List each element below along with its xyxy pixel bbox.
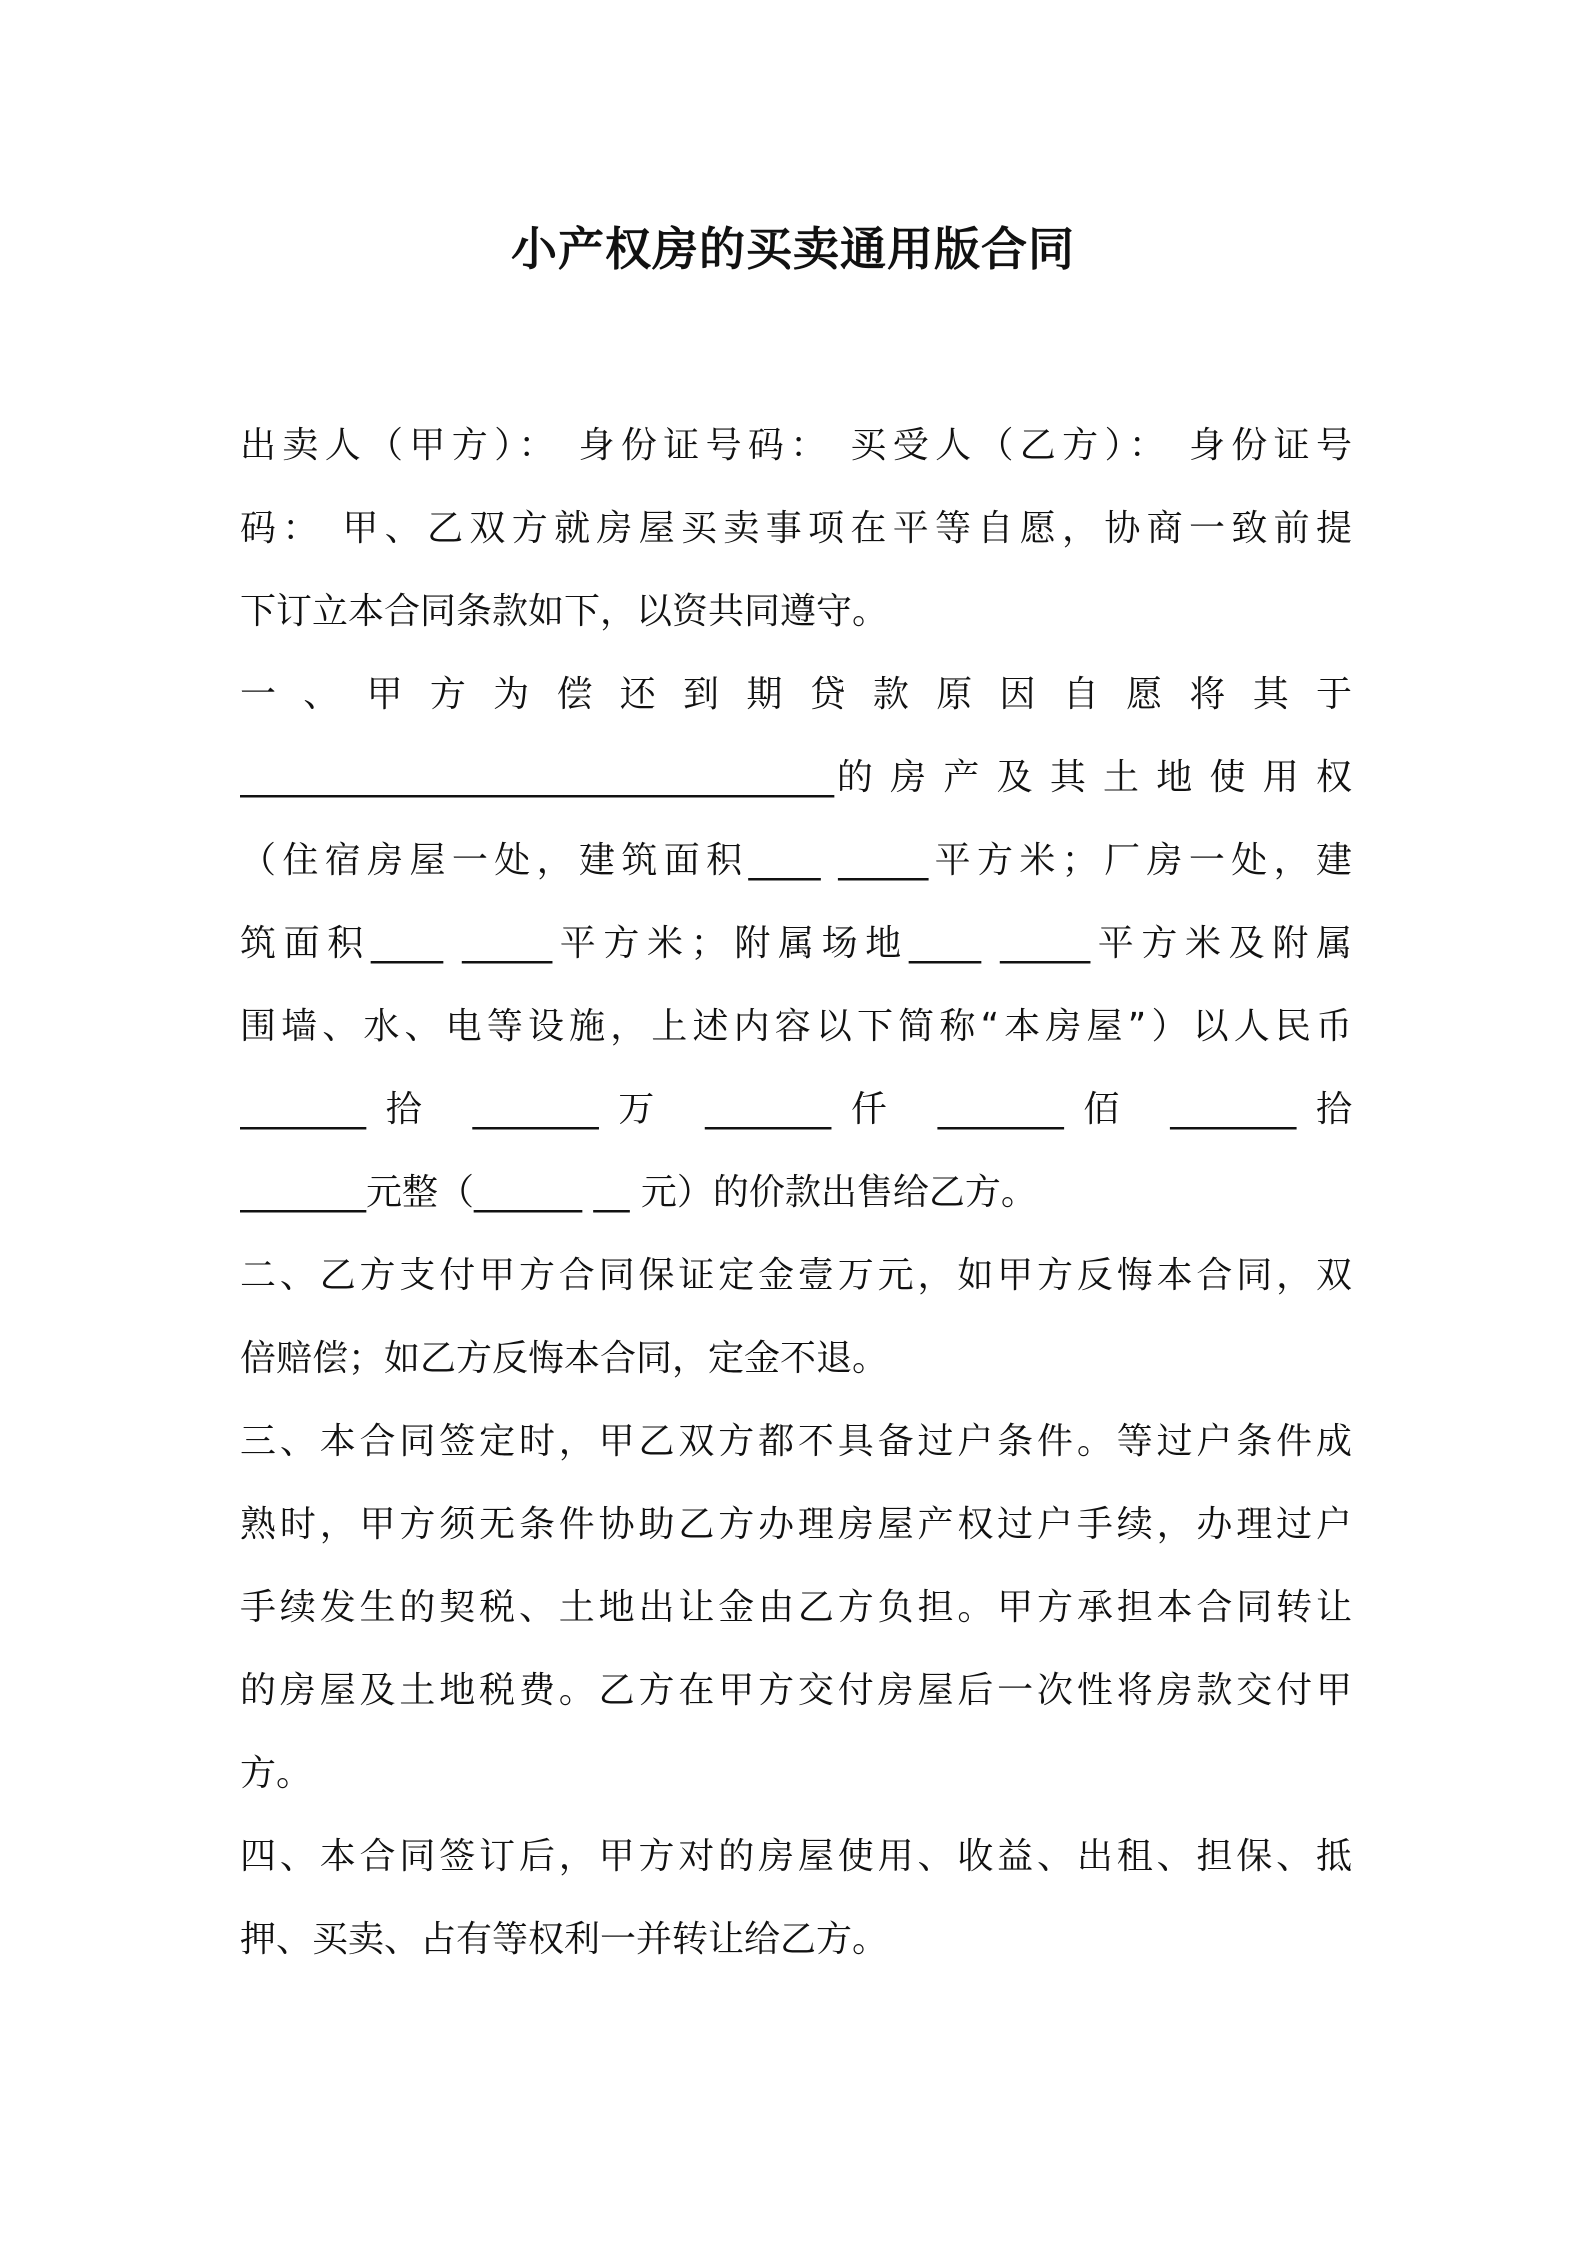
body-line: 二、乙方支付甲方合同保证定金壹万元，如甲方反悔本合同，双 <box>240 1255 1352 1296</box>
body-line: _______拾 _______万 _______仟 _______佰 _______拾 <box>240 1089 1352 1130</box>
body-line: 出卖人（甲方）： 身份证号码： 买受人（乙方）： 身份证号 <box>240 425 1352 466</box>
body-line: 三、本合同签定时，甲乙双方都不具备过户条件。等过户条件成 <box>240 1421 1352 1462</box>
body-line: _______元整（______ __ 元）的价款出售给乙方。 <box>240 1172 1037 1213</box>
body-line: 方。 <box>240 1753 313 1794</box>
body-line: 筑面积____ _____平方米；附属场地____ _____平方米及附属 <box>240 923 1352 964</box>
body-line: 一 、 甲 方 为 偿 还 到 期 贷 款 原 因 自 愿 将 其 于 <box>240 674 1352 715</box>
body-line: （住宿房屋一处，建筑面积____ _____平方米；厂房一处，建 <box>240 840 1352 881</box>
body-line: 手续发生的契税、土地出让金由乙方负担。甲方承担本合同转让 <box>240 1587 1352 1628</box>
body-line: 码： 甲、乙双方就房屋买卖事项在平等自愿，协商一致前提 <box>240 508 1352 549</box>
body-line: 倍赔偿；如乙方反悔本合同，定金不退。 <box>240 1338 889 1379</box>
document-title: 小产权房的买卖通用版合同 <box>511 222 1075 276</box>
body-line: 四、本合同签订后，甲方对的房屋使用、收益、出租、担保、抵 <box>240 1836 1352 1877</box>
document-body <box>240 404 1352 1981</box>
body-line: 的房屋及土地税费。乙方在甲方交付房屋后一次性将房款交付甲 <box>240 1670 1352 1711</box>
body-line: 围墙、水、电等设施，上述内容以下简称“本房屋”）以人民币 <box>240 1006 1352 1047</box>
body-line: 下订立本合同条款如下，以资共同遵守。 <box>240 591 889 632</box>
body-line: 熟时，甲方须无条件协助乙方办理房屋产权过户手续，办理过户 <box>240 1504 1352 1545</box>
body-line: 押、买卖、占有等权利一并转让给乙方。 <box>240 1919 889 1960</box>
body-line: _________________________________的 房 产 及 其 土 地 使 用 权 <box>240 757 1352 798</box>
